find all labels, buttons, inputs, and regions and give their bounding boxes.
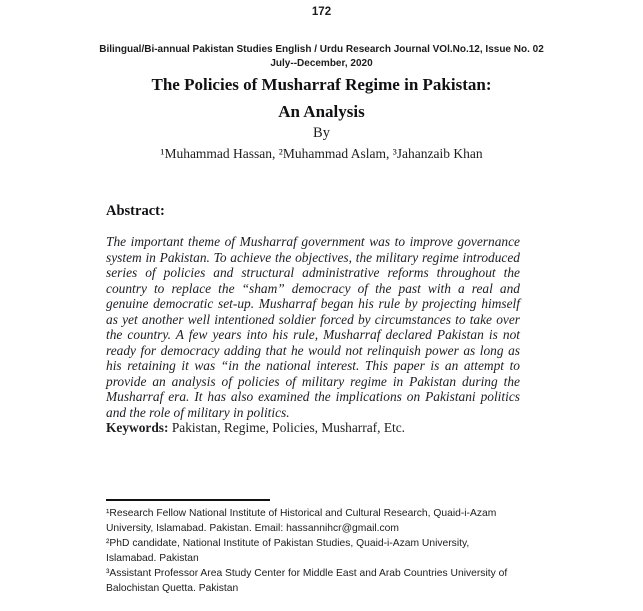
footnotes-section (106, 499, 508, 596)
keywords-label: Keywords: (106, 420, 169, 435)
abstract-heading: Abstract: (106, 203, 165, 219)
journal-header-line1: Bilingual/Bi-annual Pakistan Studies English / Urdu Research Journal VOl.No.12, Issue No. 02 (99, 44, 544, 55)
authors-line: ¹Muhammad Hassan, ²Muhammad Aslam, ³Jahanzaib Khan (160, 146, 483, 161)
footnote-2: ²PhD candidate, National Institute of Pakistan Studies, Quaid-i-Azam University, Islamabad. Pakistan (106, 538, 470, 564)
abstract-section (106, 203, 520, 436)
journal-header (0, 43, 643, 70)
article-title (0, 71, 643, 125)
page-number: 172 (311, 6, 332, 18)
keywords-text: Pakistan, Regime, Policies, Musharraf, Etc. (168, 420, 406, 435)
footnote-3: ³Assistant Professor Area Study Center for Middle East and Arab Countries University of Balochistan Quetta. Pakistan (106, 568, 508, 594)
footnote-separator-rule (106, 499, 270, 501)
article-title-line1: The Policies of Musharraf Regime in Pakistan: (151, 75, 492, 94)
journal-header-line2: July--December, 2020 (270, 57, 373, 69)
abstract-body: The important theme of Musharraf government was to improve governance system in Pakistan. To achieve the objectives, the military regime introduced series of policies and structural administrative reforms throughout the country to replace the “sham” democracy of the past with a real and genuine democratic set-up. Musharraf began his rule by projecting himself as yet another well intentioned soldier forced by circumstances to take over the country. A few years into his rule, Musharraf declared Pakistan is not ready for democracy adding that he would not relinquish power as long as his retaining it was “in the national interest. This paper is an attempt to provide an analysis of policies of military regime in Pakistan during the Musharraf era. It has also examined the implications on Pakistani politics and the role of military in politics. (106, 234, 520, 420)
article-title-line2: An Analysis (278, 102, 365, 121)
footnote-1: ¹Research Fellow National Institute of Historical and Cultural Research, Quaid-i-Azam University, Islamabad. Pakistan. Email: hassannihcr@gmail.com (106, 508, 497, 534)
keywords-line (106, 420, 520, 436)
byline: By (313, 125, 330, 141)
